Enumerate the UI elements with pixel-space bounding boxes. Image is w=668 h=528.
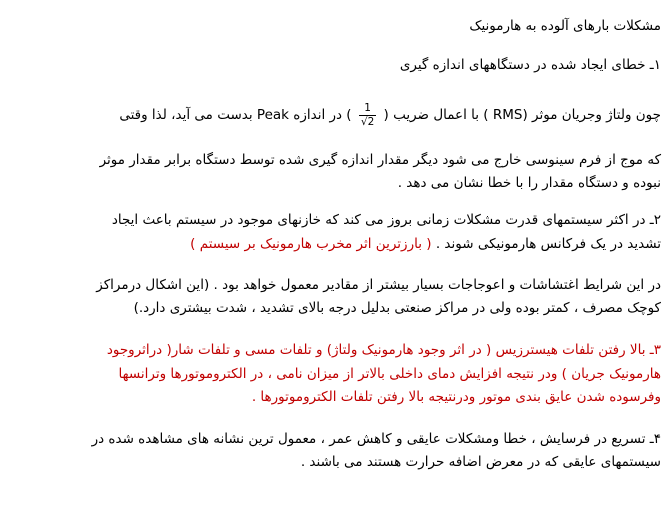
item4-line1: ۴ـ تسریع در فرسایش ، خطا ومشکلات عایقی و کاهش عمر ، معمول ترین نشانه های مشاهده شده در bbox=[91, 431, 661, 447]
item2-line2-black-text: تشدید در یک فرکانس هارمونیکی شوند . bbox=[431, 236, 661, 252]
rms-continuation-line2: نبوده و دستگاه مقدار را با خطا نشان می دهد . bbox=[397, 175, 661, 191]
one-over-sqrt2-fraction bbox=[359, 102, 376, 127]
item2-line2 bbox=[4, 233, 661, 255]
item4-line2: سیستمهای عایقی که در معرض اضافه حرارت هستند می باشند . bbox=[300, 454, 661, 470]
rms-continuation-line1: که موج از فرم سینوسی خارج می شود دیگر مقدار اندازه گیری شده توسط دستگاه برابر مقدار موثر bbox=[99, 152, 661, 168]
item2-note-line2: کوچک مصرف ، کمتر بوده ولی در مراکز صنعتی بدلیل درجه بالای تشدید ، شدت بیشتری دارد.) bbox=[133, 300, 661, 316]
item3-line1: ۳ـ بالا رفتن تلفات هیسترزیس ( در اثر وجود هارمونیک ولتاژ) و تلفات مسی و تلفات شار( دراثروجود bbox=[106, 342, 661, 358]
rms-text-before-fraction: چون ولتاژ وجریان موثر (RMS ) با اعمال ضریب ( bbox=[379, 107, 661, 123]
item1-heading: ۱ـ خطای ایجاد شده در دستگاههای اندازه گیری bbox=[399, 57, 661, 73]
item2-line1: ۲ـ در اکثر سیستمهای قدرت مشکلات زمانی بروز می کند که خازنهای موجود در سیستم باعث ایجاد bbox=[111, 212, 661, 228]
item2-line2-red-text: ( بارزترین اثر مخرب هارمونیک بر سیستم ) bbox=[190, 236, 432, 252]
item3-line3: وفرسوده شدن عایق بندی موتور ودرنتیجه بالا رفتن تلفات الکتروموتورها . bbox=[251, 389, 661, 405]
item2-note-line1: در این شرایط اغتشاشات و اعوجاجات بسیار بیشتر از مقادیر معمول خواهد بود . (این اشکال درمراکز bbox=[96, 277, 661, 293]
fraction-numerator: 1 bbox=[364, 102, 371, 115]
item3-line2: هارمونیک جریان ) ودر نتیجه افزایش دمای داخلی بالاتر از میزان نامی ، در الکتروموتورها وترانسها bbox=[118, 366, 661, 382]
rms-text-after-fraction: ) در اندازه Peak بدست می آید، لذا وقتی bbox=[119, 107, 356, 123]
rms-equation-line bbox=[4, 96, 661, 134]
fraction-denominator: √2 bbox=[360, 115, 375, 128]
page-title: مشکلات بارهای آلوده به هارمونیک bbox=[469, 18, 661, 34]
